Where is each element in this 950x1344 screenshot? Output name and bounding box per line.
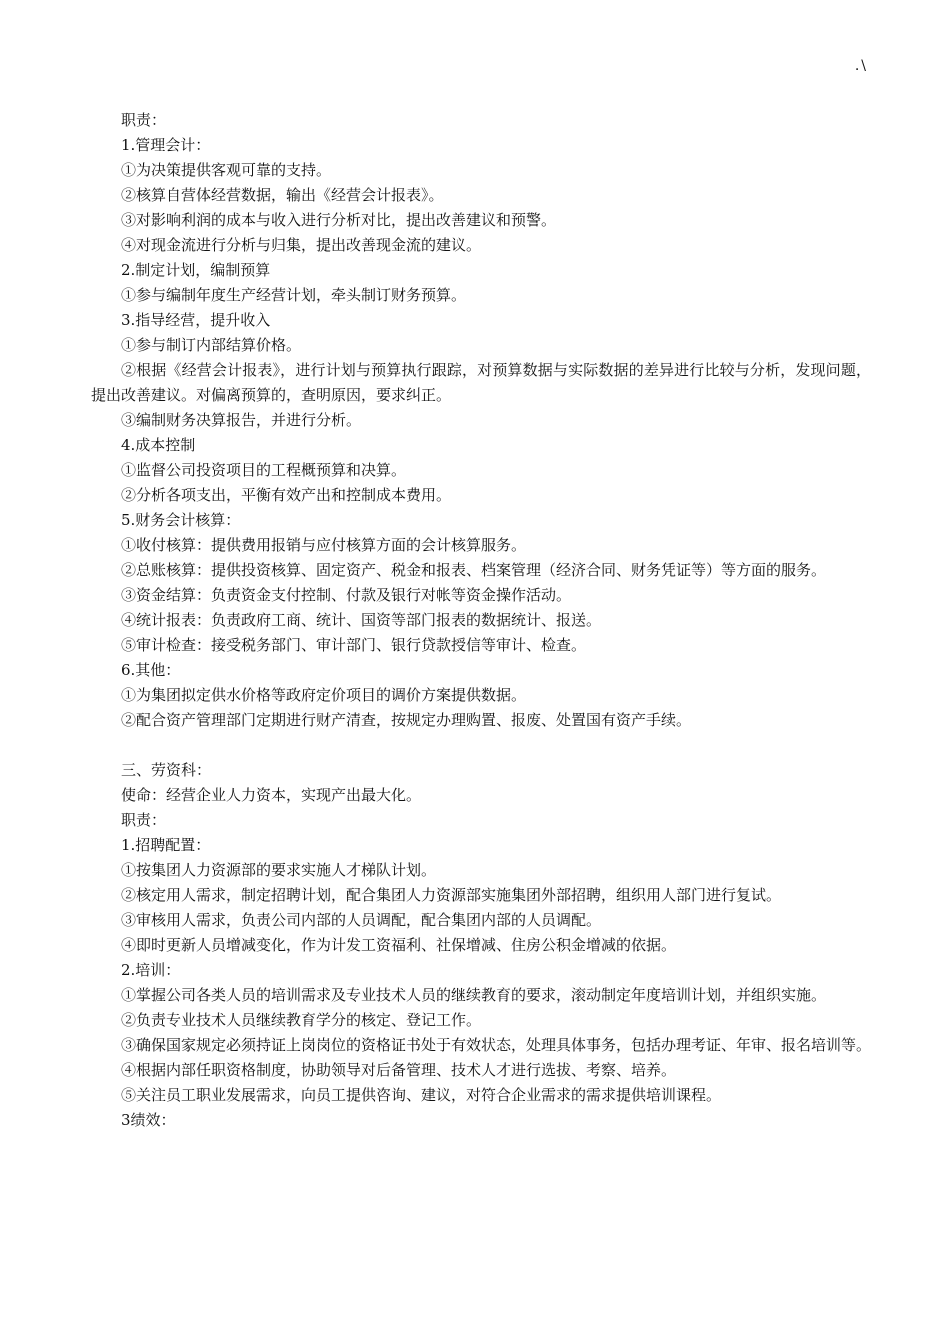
item-heading: 3绩效： bbox=[121, 1111, 176, 1129]
list-item: ②核算自营体经营数据，输出《经营会计报表》。 bbox=[121, 186, 444, 204]
item-heading: 2.制定计划，编制预算 bbox=[121, 261, 271, 279]
item-heading: 2.培训： bbox=[121, 961, 181, 979]
item-heading: 4.成本控制 bbox=[121, 436, 196, 454]
list-item: ④根据内部任职资格制度，协助领导对后备管理、技术人才进行选拔、考察、培养。 bbox=[121, 1061, 677, 1079]
list-item: ④对现金流进行分析与归集，提出改善现金流的建议。 bbox=[121, 236, 482, 254]
list-item: ①为决策提供客观可靠的支持。 bbox=[121, 161, 332, 179]
list-item: ②根据《经营会计报表》，进行计划与预算执行跟踪，对预算数据与实际数据的差异进行比较与分析，发现问题，提出改善建议。对偏离预算的，查明原因，要求纠正。 bbox=[91, 361, 871, 404]
list-item: ③对影响利润的成本与收入进行分析对比，提出改善建议和预警。 bbox=[121, 211, 557, 229]
list-item: ③编制财务决算报告，并进行分析。 bbox=[121, 411, 362, 429]
item-heading: 6.其他： bbox=[121, 661, 181, 679]
list-item: ①收付核算：提供费用报销与应付核算方面的会计核算服务。 bbox=[121, 536, 527, 554]
list-item: ①掌握公司各类人员的培训需求及专业技术人员的继续教育的要求，滚动制定年度培训计划，并组织实施。 bbox=[121, 986, 827, 1004]
list-item: ②总账核算：提供投资核算、固定资产、税金和报表、档案管理（经济合同、财务凭证等）等方面的服务。 bbox=[121, 561, 827, 579]
list-item: ⑤审计检查：接受税务部门、审计部门、银行贷款授信等审计、检查。 bbox=[121, 636, 587, 654]
section-title: 三、劳资科： bbox=[121, 761, 212, 779]
list-item: ②核定用人需求，制定招聘计划，配合集团人力资源部实施集团外部招聘，组织用人部门进行复试。 bbox=[121, 886, 782, 904]
list-item: ②分析各项支出，平衡有效产出和控制成本费用。 bbox=[121, 486, 452, 504]
list-item: ④统计报表：负责政府工商、统计、国资等部门报表的数据统计、报送。 bbox=[121, 611, 602, 629]
list-item: ①按集团人力资源部的要求实施人才梯队计划。 bbox=[121, 861, 437, 879]
page-corner-mark: .\ bbox=[854, 58, 868, 74]
list-item: ⑤关注员工职业发展需求，向员工提供咨询、建议，对符合企业需求的需求提供培训课程。 bbox=[121, 1086, 722, 1104]
duties-heading: 职责： bbox=[121, 111, 167, 129]
document-body bbox=[91, 108, 871, 1133]
list-item: ①为集团拟定供水价格等政府定价项目的调价方案提供数据。 bbox=[121, 686, 527, 704]
list-item: ②负责专业技术人员继续教育学分的核定、登记工作。 bbox=[121, 1011, 482, 1029]
list-item: ④即时更新人员增减变化，作为计发工资福利、社保增减、住房公积金增减的依据。 bbox=[121, 936, 677, 954]
mission-statement: 使命：经营企业人力资本，实现产出最大化。 bbox=[121, 786, 422, 804]
item-heading: 3.指导经营，提升收入 bbox=[121, 311, 271, 329]
list-item: ③确保国家规定必须持证上岗岗位的资格证书处于有效状态，处理具体事务，包括办理考证、年审、报名培训等。 bbox=[121, 1036, 872, 1054]
duties-heading: 职责： bbox=[121, 811, 167, 829]
list-item: ③审核用人需求，负责公司内部的人员调配，配合集团内部的人员调配。 bbox=[121, 911, 602, 929]
list-item: ②配合资产管理部门定期进行财产清查，按规定办理购置、报废、处置国有资产手续。 bbox=[121, 711, 692, 729]
item-heading: 1.管理会计： bbox=[121, 136, 211, 154]
item-heading: 5.财务会计核算： bbox=[121, 511, 241, 529]
item-heading: 1.招聘配置： bbox=[121, 836, 211, 854]
section-spacer bbox=[91, 733, 871, 758]
list-item: ①参与制订内部结算价格。 bbox=[121, 336, 302, 354]
list-item: ①监督公司投资项目的工程概预算和决算。 bbox=[121, 461, 407, 479]
list-item: ③资金结算：负责资金支付控制、付款及银行对帐等资金操作活动。 bbox=[121, 586, 572, 604]
list-item: ①参与编制年度生产经营计划，牵头制订财务预算。 bbox=[121, 286, 467, 304]
